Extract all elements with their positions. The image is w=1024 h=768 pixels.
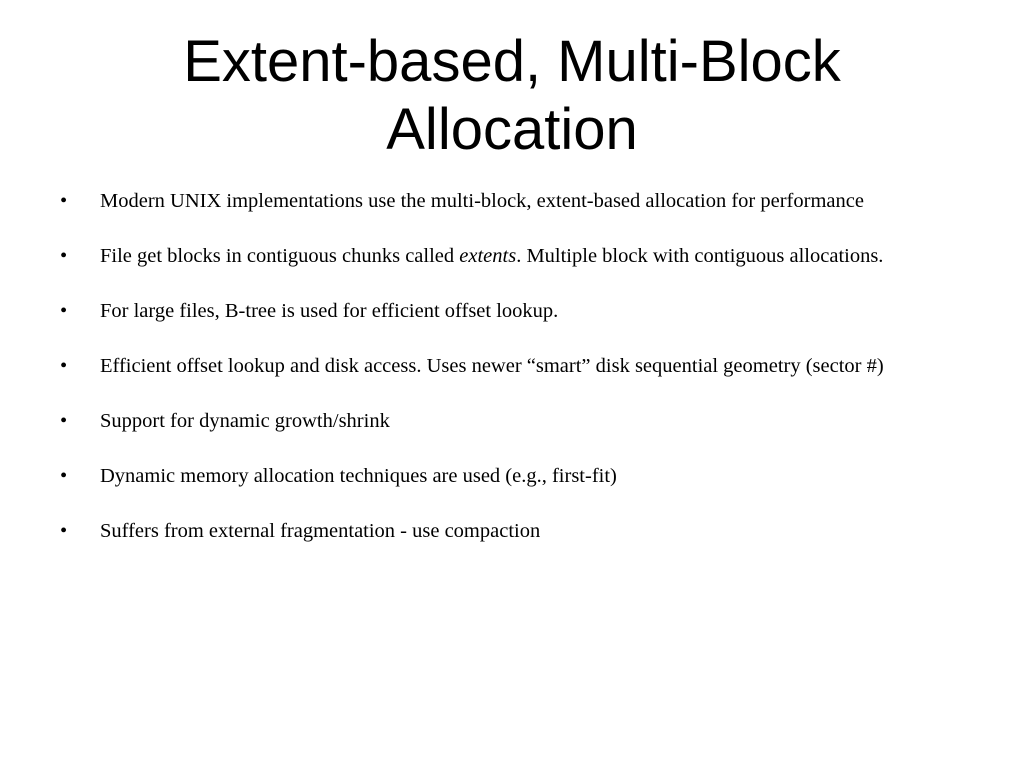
bullet-item (60, 245, 965, 267)
bullet-text-part: File get blocks in contiguous chunks called (100, 245, 460, 267)
bullet-text: Suffers from external fragmentation - use compaction (100, 520, 541, 542)
bullet-item (60, 355, 965, 377)
bullet-mark: • (60, 410, 68, 432)
bullet-text (100, 245, 883, 267)
bullet-mark: • (60, 190, 68, 212)
bullet-mark: • (60, 465, 68, 487)
bullet-text: Efficient offset lookup and disk access. Uses newer “smart” disk sequential geometry (sector #) (100, 355, 884, 377)
bullet-text: Dynamic memory allocation techniques are used (e.g., first-fit) (100, 465, 617, 487)
bullet-item (60, 190, 965, 212)
bullet-item (60, 465, 965, 487)
bullet-text-part: . Multiple block with contiguous allocations. (516, 245, 884, 267)
bullet-mark: • (60, 300, 68, 322)
bullet-text: For large files, B-tree is used for efficient offset lookup. (100, 300, 559, 322)
bullet-mark: • (60, 355, 68, 377)
bullet-list (60, 190, 965, 575)
bullet-mark: • (60, 520, 68, 542)
bullet-text: Support for dynamic growth/shrink (100, 410, 390, 432)
bullet-item (60, 300, 965, 322)
bullet-item (60, 520, 965, 542)
bullet-mark: • (60, 245, 68, 267)
bullet-text-emphasis: extents (459, 245, 517, 267)
bullet-text: Modern UNIX implementations use the multi-block, extent-based allocation for performance (100, 190, 864, 212)
slide-title: Extent-based, Multi-Block Allocation (183, 29, 841, 162)
bullet-item (60, 410, 965, 432)
